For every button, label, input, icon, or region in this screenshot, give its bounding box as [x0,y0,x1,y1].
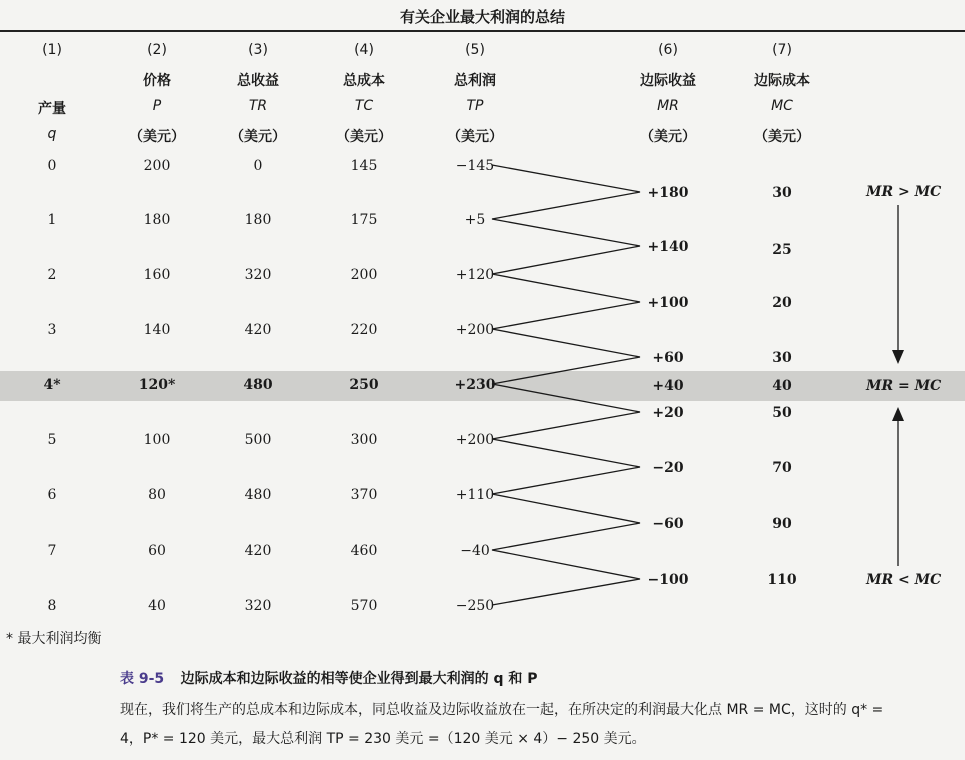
arrow-up-head [892,407,904,421]
col1-name: 产量 [38,101,66,117]
cell-tr: 420 [244,322,272,338]
cell-q: 3 [47,322,57,338]
col2-unit: （美元） [129,129,185,145]
col3-name: 总收益 [237,73,279,89]
cell-tp: +200 [455,322,495,338]
col3-symbol: TR [248,98,268,114]
mr-cell: +140 [647,239,689,255]
mr-cell: +20 [652,405,684,421]
cell-tp: +230 [454,377,496,393]
col6-unit: （美元） [640,129,696,145]
cell-q: 0 [47,158,57,174]
cell-tr: 500 [244,432,272,448]
col5-number: (5) [465,42,485,58]
col7-number: (7) [772,42,792,58]
table-caption [120,668,538,688]
cell-tp: +200 [455,432,495,448]
arrow-down-head [892,350,904,364]
caption-number: 表 9-5 [120,671,165,687]
col3-number: (3) [248,42,268,58]
col1-symbol: q [47,126,57,142]
mc-cell: 90 [772,516,792,532]
footnote: * 最大利润均衡 [6,631,102,647]
label-mr-greater-mc: MR > MC [866,184,942,200]
cell-tr: 480 [243,377,273,393]
col7-symbol: MC [771,98,793,114]
cell-tc: 220 [350,322,378,338]
cell-tc: 200 [350,267,378,283]
cell-q: 5 [47,432,57,448]
col5-symbol: TP [466,98,484,114]
cell-p: 120* [138,377,176,393]
col7-name: 边际成本 [754,73,810,89]
caption-text: 边际成本和边际收益的相等使企业得到最大利润的 q 和 P [180,671,538,687]
col7-unit: （美元） [754,129,810,145]
mr-cell: +60 [652,350,684,366]
mc-cell: 30 [772,350,792,366]
cell-tp: +120 [455,267,495,283]
cell-tr: 420 [244,543,272,559]
cell-tr: 180 [244,212,272,228]
cell-tp: −250 [455,598,495,614]
col5-name: 总利润 [454,73,496,89]
cell-p: 80 [148,487,166,503]
col5-unit: （美元） [447,129,503,145]
col4-number: (4) [354,42,374,58]
mr-cell: −60 [652,516,684,532]
label-mr-less-mc: MR < MC [866,572,942,588]
col6-number: (6) [658,42,678,58]
col2-name: 价格 [143,73,171,89]
cell-p: 40 [148,598,166,614]
cell-p: 60 [148,543,166,559]
cell-tc: 250 [349,377,379,393]
cell-q: 4* [43,377,61,393]
mc-cell: 20 [772,295,792,311]
description-paragraph: 现在，我们将生产的总成本和边际成本，同总收益及边际收益放在一起，在所决定的利润最大化点 MR = MC，这时的 q* = 4，P* = 120 美元，最大总利润 TP = 230 美元 =（120 美元 × 4）− 250 美元。 [120,702,884,747]
col2-symbol: P [152,98,162,114]
cell-q: 2 [47,267,57,283]
col2-number: (2) [147,42,167,58]
zigzag-line [492,165,640,605]
col4-unit: （美元） [336,129,392,145]
mc-cell: 30 [772,185,792,201]
mc-cell: 70 [772,460,792,476]
cell-q: 1 [47,212,57,228]
cell-p: 160 [143,267,171,283]
cell-p: 140 [143,322,171,338]
col6-symbol: MR [657,98,679,114]
label-mr-equals-mc: MR = MC [866,378,942,394]
mr-cell: +40 [652,378,684,394]
col3-unit: （美元） [230,129,286,145]
cell-q: 6 [47,487,57,503]
cell-tr: 0 [253,158,263,174]
mc-cell: 50 [772,405,792,421]
cell-tc: 570 [350,598,378,614]
cell-tc: 300 [350,432,378,448]
cell-tp: −40 [460,543,490,559]
mr-cell: +100 [647,295,689,311]
col6-name: 边际收益 [640,73,696,89]
mc-cell: 40 [772,378,792,394]
cell-tp: +110 [455,487,495,503]
mr-cell: +180 [647,185,689,201]
cell-tp: +5 [464,212,486,228]
cell-p: 100 [143,432,171,448]
cell-tc: 145 [350,158,378,174]
cell-tc: 175 [350,212,378,228]
cell-q: 8 [47,598,57,614]
cell-tr: 320 [244,267,272,283]
col4-symbol: TC [354,98,374,114]
cell-tc: 460 [350,543,378,559]
cell-q: 7 [47,543,57,559]
col1-number: (1) [42,42,62,58]
mr-cell: −100 [647,572,689,588]
cell-tr: 320 [244,598,272,614]
mc-cell: 110 [767,572,797,588]
cell-tp: −145 [455,158,495,174]
cell-p: 200 [143,158,171,174]
cell-tc: 370 [350,487,378,503]
mc-cell: 25 [772,242,792,258]
mr-cell: −20 [652,460,684,476]
table-title: 有关企业最大利润的总结 [399,8,565,26]
col4-name: 总成本 [343,73,385,89]
cell-p: 180 [143,212,171,228]
cell-tr: 480 [244,487,272,503]
